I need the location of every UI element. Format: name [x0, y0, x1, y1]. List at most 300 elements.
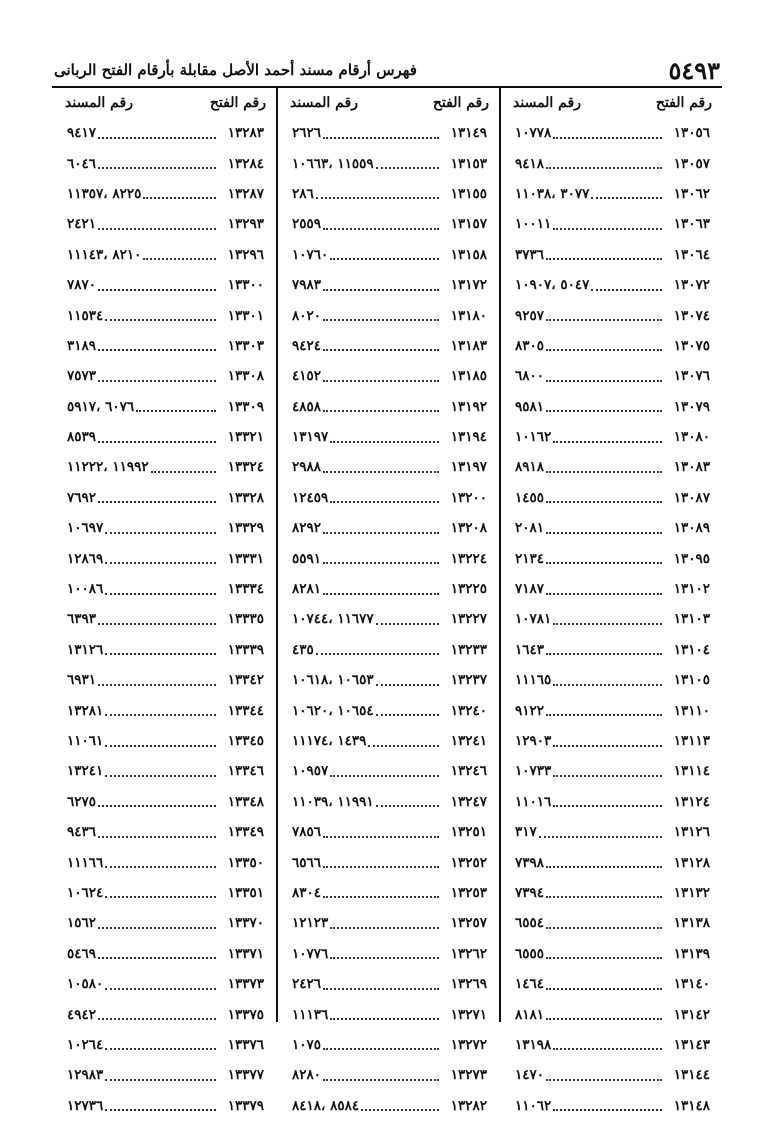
- dot-leader: [98, 380, 216, 382]
- fath-number: ١٦٤٣: [515, 641, 545, 658]
- index-column-3: [53, 88, 276, 1114]
- index-row: [278, 574, 499, 604]
- musnad-number: ١٣٣٣٩: [227, 641, 264, 658]
- musnad-number: ١٣٢٧٣: [450, 1067, 487, 1084]
- index-row: [501, 1091, 722, 1121]
- fath-number: ١٠٧٧٦: [292, 945, 329, 962]
- fath-number: ١٤٧٠: [515, 1067, 545, 1084]
- dot-leader: [330, 775, 439, 777]
- dot-leader: [98, 805, 216, 807]
- dot-leader: [98, 623, 216, 625]
- index-row: [53, 878, 276, 908]
- index-row: [278, 908, 499, 938]
- dot-leader: [546, 714, 662, 716]
- dot-leader: [546, 167, 662, 169]
- dot-leader: [105, 745, 216, 747]
- musnad-number: ١٣٣٧٥: [227, 1006, 264, 1023]
- index-row: [501, 422, 722, 452]
- fath-number: ٦٢٧٥: [67, 793, 97, 810]
- dot-leader: [546, 410, 662, 412]
- index-row: [501, 331, 722, 361]
- fath-number: ١٣١٢٦: [67, 641, 104, 658]
- index-row: [278, 331, 499, 361]
- index-row: [501, 270, 722, 300]
- dot-leader: [546, 593, 662, 595]
- musnad-number: ١٣٢٢٤: [450, 550, 487, 567]
- dot-leader: [323, 137, 439, 139]
- musnad-number: ١٣٢٤٧: [450, 793, 487, 810]
- musnad-number: ١٣١٠٢: [673, 581, 710, 598]
- index-row: [501, 574, 722, 604]
- index-row: [53, 1060, 276, 1090]
- fath-number: ٤٨٥٨: [292, 398, 322, 415]
- dot-leader: [323, 593, 439, 595]
- fath-number: ٨١٨١: [515, 1006, 545, 1023]
- fath-number: ٣٠٧٧ ،١١٠٣٨: [515, 185, 590, 202]
- index-row: [501, 148, 722, 178]
- musnad-number: ١٣٠٦٢: [673, 185, 710, 202]
- musnad-number: ١٣٢٥٧: [450, 915, 487, 932]
- musnad-number: ١٣١٢٦: [673, 824, 710, 841]
- index-row: [53, 817, 276, 847]
- fath-number: ١١٠٦١: [67, 733, 104, 749]
- musnad-number: ١٣٣٣٥: [227, 611, 264, 628]
- index-row: [501, 665, 722, 695]
- musnad-number: ١٣٠٨٩: [673, 520, 710, 537]
- fath-header: رقم الفتح: [432, 95, 489, 111]
- fath-number: ١١٩٩٢ ،١١٢٢٢: [67, 459, 149, 476]
- musnad-number: ١٣١٣٢: [673, 884, 710, 901]
- dot-leader: [98, 137, 216, 139]
- musnad-number: ١٣٠٩٥: [673, 550, 710, 567]
- index-row: [53, 999, 276, 1029]
- dot-leader: [98, 228, 216, 230]
- index-row: [278, 270, 499, 300]
- column-headers: [53, 88, 276, 118]
- musnad-number: ١٣١٠٤: [673, 641, 710, 658]
- musnad-number: ١٣٣٧٠: [227, 915, 264, 932]
- fath-number: ١٤٥٥: [515, 489, 545, 506]
- fath-number: ١٠٧٧٨: [515, 125, 552, 142]
- musnad-number: ١٣١٤٠: [673, 976, 710, 993]
- index-row: [501, 543, 722, 573]
- index-row: [53, 574, 276, 604]
- fath-number: ١٤٦٤: [515, 976, 545, 993]
- fath-number: ١٢٤٥٩: [292, 489, 329, 506]
- dot-leader: [98, 836, 216, 838]
- fath-number: ٩٤٢٤: [292, 337, 322, 354]
- fath-number: ٦٨٠٠: [515, 368, 545, 385]
- fath-number: ١٠٧٣٣: [515, 763, 552, 780]
- fath-number: ١٠٩٥٧: [292, 763, 329, 780]
- musnad-number: ١٣٣٢١: [227, 429, 264, 446]
- dot-leader: [105, 1048, 216, 1050]
- dot-leader: [330, 1018, 439, 1020]
- index-row: [501, 118, 722, 148]
- musnad-number: ١٣٢٤٦: [450, 763, 487, 780]
- dot-leader: [376, 684, 439, 686]
- fath-number: ١٢٩٠٣: [515, 733, 552, 749]
- dot-leader: [105, 775, 216, 777]
- dot-leader: [98, 289, 216, 291]
- index-row: [501, 695, 722, 725]
- dot-leader: [361, 1109, 439, 1111]
- fath-number: ٨٢٨١: [292, 581, 322, 598]
- fath-number: ١١٩٩١ ،١١٠٣٩: [292, 793, 374, 810]
- fath-number: ١٠٧٦٠: [292, 246, 329, 263]
- index-column-2: [276, 88, 499, 1114]
- fath-number: ٩٢٥٧: [515, 307, 545, 324]
- fath-number: ٤١٥٢: [292, 368, 322, 385]
- index-row: [278, 1091, 499, 1121]
- fath-number: ١٠١٦٢: [515, 429, 552, 446]
- index-row: [53, 908, 276, 938]
- dot-leader: [98, 501, 216, 503]
- musnad-number: ١٣٣٤٢: [227, 672, 264, 689]
- fath-number: ٩٥٨١: [515, 398, 545, 415]
- dot-leader: [376, 167, 439, 169]
- musnad-number: ١٣١٧٢: [450, 277, 487, 294]
- musnad-number: ١٣٣٥٠: [227, 854, 264, 871]
- fath-header: رقم الفتح: [655, 95, 712, 111]
- fath-number: ٨٢٩٢: [292, 520, 322, 537]
- index-row: [278, 452, 499, 482]
- column-headers: [501, 88, 722, 118]
- fath-number: ٦٥٥٥: [515, 945, 545, 962]
- fath-number: ٣١٨٩: [67, 337, 97, 354]
- dot-leader: [330, 258, 439, 260]
- musnad-number: ١٣١٤٤: [673, 1067, 710, 1084]
- index-row: [53, 969, 276, 999]
- musnad-number: ١٣٠٨٧: [673, 489, 710, 506]
- fath-number: ٧٥٧٣: [67, 368, 97, 385]
- index-rows: [278, 118, 499, 1121]
- index-row: [278, 999, 499, 1029]
- index-row: [53, 939, 276, 969]
- musnad-number: ١٣٣٠٨: [227, 368, 264, 385]
- fath-number: ٢٨٦: [292, 185, 314, 202]
- musnad-number: ١٣١٢٤: [673, 793, 710, 810]
- fath-number: ١١٠١٦: [515, 793, 552, 810]
- musnad-number: ١٣٢٨٤: [227, 155, 264, 172]
- musnad-number: ١٣٣٤٦: [227, 763, 264, 780]
- dot-leader: [98, 927, 216, 929]
- fath-number: ٩٤١٧: [67, 125, 97, 142]
- fath-number: ١١١٦٥: [515, 672, 552, 689]
- index-row: [501, 1060, 722, 1090]
- index-row: [278, 118, 499, 148]
- musnad-number: ١٣٠٧٩: [673, 398, 710, 415]
- index-row: [278, 483, 499, 513]
- musnad-number: ١٣٢٥٢: [450, 854, 487, 871]
- index-row: [501, 361, 722, 391]
- fath-number: ١٠٦٩٧: [67, 520, 104, 537]
- musnad-number: ١٣٣٥١: [227, 884, 264, 901]
- musnad-number: ١٣٢٦٢: [450, 945, 487, 962]
- fath-number: ٨٢١٠ ،١١١٤٣: [67, 246, 142, 263]
- dot-leader: [316, 197, 439, 199]
- musnad-number: ١٣٢٠٨: [450, 520, 487, 537]
- fath-number: ١٠٥٨٠: [67, 976, 104, 993]
- musnad-number: ١٣١٤٢: [673, 1006, 710, 1023]
- fath-number: ١١٥٣٤: [67, 307, 104, 324]
- fath-number: ٧٨٧٠: [67, 277, 97, 294]
- fath-number: ١٢٩٨٣: [67, 1067, 104, 1084]
- index-row: [278, 787, 499, 817]
- musnad-number: ١٣٣٤٥: [227, 733, 264, 749]
- fath-number: ٨٠٢٠: [292, 307, 322, 324]
- dot-leader: [546, 319, 662, 321]
- dot-leader: [546, 653, 662, 655]
- fath-number: ٣٧٣٦: [515, 246, 545, 263]
- fath-number: ١٥٦٢: [67, 915, 97, 932]
- page-number: ٥٤٩٣: [668, 56, 720, 85]
- index-row: [53, 240, 276, 270]
- fath-number: ٤٩٤٢: [67, 1006, 97, 1023]
- dot-leader: [323, 896, 439, 898]
- musnad-number: ١٣٢٧٢: [450, 1036, 487, 1053]
- fath-number: ٨٩١٨: [515, 459, 545, 476]
- dot-leader: [323, 562, 439, 564]
- fath-number: ٦٩٣١: [67, 672, 97, 689]
- dot-leader: [553, 441, 662, 443]
- index-row: [501, 999, 722, 1029]
- index-row: [53, 452, 276, 482]
- musnad-number: ١٣١١٣: [673, 733, 710, 749]
- musnad-number: ١٣٣٤٤: [227, 702, 264, 719]
- fath-number: ٧٩٨٣: [292, 277, 322, 294]
- musnad-number: ١٣١٠٣: [673, 611, 710, 628]
- dot-leader: [136, 410, 216, 412]
- index-row: [278, 969, 499, 999]
- index-row: [53, 847, 276, 877]
- musnad-number: ١٣٠٧٤: [673, 307, 710, 324]
- musnad-number: ١٣١٩٢: [450, 398, 487, 415]
- dot-leader: [323, 1079, 439, 1081]
- index-row: [53, 543, 276, 573]
- fath-number: ٧١٨٧: [515, 581, 545, 598]
- index-row: [278, 179, 499, 209]
- musnad-number: ١٣٣٠٠: [227, 277, 264, 294]
- musnad-number: ١٣٢٤١: [450, 733, 487, 749]
- musnad-number: ١٣١٨٠: [450, 307, 487, 324]
- page-title: فهرس أرقام مسند أحمد الأصل مقابلة بأرقام الفتح الربانى: [54, 61, 417, 79]
- index-row: [501, 787, 722, 817]
- dot-leader: [323, 1048, 439, 1050]
- fath-number: ١٣٢٨١: [67, 702, 104, 719]
- dot-leader: [546, 957, 662, 959]
- fath-number: ٦٣٩٣: [67, 611, 97, 628]
- index-row: [278, 361, 499, 391]
- dot-leader: [546, 471, 662, 473]
- fath-number: ٧٣٩٨: [515, 854, 545, 871]
- dot-leader: [105, 1109, 216, 1111]
- dot-leader: [591, 289, 662, 291]
- fath-number: ٤٣٥: [292, 641, 314, 658]
- dot-leader: [546, 896, 662, 898]
- musnad-number: ١٣٠٥٧: [673, 155, 710, 172]
- dot-leader: [105, 896, 216, 898]
- index-column-1: [499, 88, 722, 1114]
- dot-leader: [546, 866, 662, 868]
- index-row: [501, 969, 722, 999]
- dot-leader: [553, 137, 662, 139]
- dot-leader: [98, 957, 216, 959]
- dot-leader: [553, 228, 662, 230]
- index-row: [278, 726, 499, 756]
- index-row: [53, 422, 276, 452]
- fath-number: ١٢٧٣٦: [67, 1097, 104, 1114]
- fath-number: ٦٠٧٦ ،٥٩١٧: [67, 398, 135, 415]
- dot-leader: [323, 349, 439, 351]
- dot-leader: [323, 866, 439, 868]
- index-row: [53, 270, 276, 300]
- index-row: [501, 908, 722, 938]
- dot-leader: [546, 501, 662, 503]
- musnad-number: ١٣٣٢٨: [227, 489, 264, 506]
- index-rows: [501, 118, 722, 1121]
- index-row: [278, 665, 499, 695]
- fath-number: ١١٠٦٢: [515, 1097, 552, 1114]
- index-row: [53, 695, 276, 725]
- dot-leader: [323, 471, 439, 473]
- index-row: [53, 1091, 276, 1121]
- index-row: [278, 878, 499, 908]
- fath-number: ١٠٧٥: [292, 1036, 322, 1053]
- musnad-number: ١٣٠٨٠: [673, 429, 710, 446]
- index-row: [501, 452, 722, 482]
- dot-leader: [151, 471, 216, 473]
- musnad-number: ١٣٣٣٤: [227, 581, 264, 598]
- dot-leader: [98, 1018, 216, 1020]
- fath-number: ١٢٨٦٩: [67, 550, 104, 567]
- index-row: [278, 695, 499, 725]
- musnad-number: ١٣٣٧٦: [227, 1036, 264, 1053]
- dot-leader: [98, 167, 216, 169]
- page-header: [52, 50, 722, 88]
- dot-leader: [330, 927, 439, 929]
- index-row: [501, 392, 722, 422]
- index-row: [278, 604, 499, 634]
- dot-leader: [98, 441, 216, 443]
- index-row: [53, 392, 276, 422]
- index-row: [501, 179, 722, 209]
- index-row: [278, 756, 499, 786]
- fath-number: ٢١٣٤: [515, 550, 545, 567]
- musnad-number: ١٣٣٠٣: [227, 337, 264, 354]
- index-row: [501, 300, 722, 330]
- musnad-number: ١٣٣٠١: [227, 307, 264, 324]
- fath-number: ٦٥٦٦: [292, 854, 322, 871]
- index-row: [501, 756, 722, 786]
- musnad-number: ١٣٢٦٩: [450, 976, 487, 993]
- musnad-number: ١٣٢٤٠: [450, 702, 487, 719]
- index-row: [53, 483, 276, 513]
- fath-number: ١٠٦٢٤: [67, 884, 104, 901]
- musnad-number: ١٣١٥٥: [450, 185, 487, 202]
- musnad-number: ١٣١١٠: [673, 702, 710, 719]
- dot-leader: [553, 623, 662, 625]
- musnad-number: ١٣٢٧١: [450, 1006, 487, 1023]
- index-row: [278, 300, 499, 330]
- dot-leader: [105, 593, 216, 595]
- musnad-number: ١٣١٩٧: [450, 459, 487, 476]
- fath-number: ١٠٢٦٤: [67, 1036, 104, 1053]
- fath-number: ٢٩٨٨: [292, 459, 322, 476]
- musnad-number: ١٣٢٢٧: [450, 611, 487, 628]
- dot-leader: [105, 1079, 216, 1081]
- index-row: [501, 1030, 722, 1060]
- musnad-number: ١٣١٩٤: [450, 429, 487, 446]
- fath-number: ١٣١٩٧: [292, 429, 329, 446]
- musnad-number: ١٣١٣٨: [673, 915, 710, 932]
- fath-number: ٩١٢٢: [515, 702, 545, 719]
- fath-number: ٥٥٩١: [292, 550, 322, 567]
- musnad-number: ١٣٠٧٢: [673, 277, 710, 294]
- index-row: [53, 331, 276, 361]
- dot-leader: [316, 653, 439, 655]
- fath-number: ١٠٠١١: [515, 216, 552, 233]
- fath-number: ٨٢٨٠: [292, 1067, 322, 1084]
- fath-number: ١٤٣٩ ،١١١٧٤: [292, 733, 367, 749]
- dot-leader: [546, 349, 662, 351]
- column-headers: [278, 88, 499, 118]
- index-row: [278, 148, 499, 178]
- index-row: [53, 665, 276, 695]
- index-row: [53, 209, 276, 239]
- dot-leader: [105, 988, 216, 990]
- dot-leader: [143, 197, 216, 199]
- index-row: [53, 513, 276, 543]
- dot-leader: [330, 501, 439, 503]
- musnad-number: ١٣٢٣٧: [450, 672, 487, 689]
- fath-number: ٩٤١٨: [515, 155, 545, 172]
- musnad-number: ١٣٢٣٣: [450, 641, 487, 658]
- fath-number: ٧٦٩٢: [67, 489, 97, 506]
- dot-leader: [376, 805, 439, 807]
- index-row: [501, 878, 722, 908]
- musnad-number: ١٣٣٧٣: [227, 976, 264, 993]
- dot-leader: [105, 653, 216, 655]
- musnad-number: ١٣١٢٨: [673, 854, 710, 871]
- musnad-number: ١٣١٣٩: [673, 945, 710, 962]
- index-row: [53, 604, 276, 634]
- dot-leader: [105, 532, 216, 534]
- musnad-number: ١٣٠٨٣: [673, 459, 710, 476]
- fath-number: ٧٨٥٦: [292, 824, 322, 841]
- dot-leader: [330, 441, 439, 443]
- dot-leader: [546, 988, 662, 990]
- dot-leader: [539, 836, 662, 838]
- fath-number: ٨٥٣٩: [67, 429, 97, 446]
- dot-leader: [323, 532, 439, 534]
- dot-leader: [323, 988, 439, 990]
- fath-header: رقم الفتح: [209, 95, 266, 111]
- musnad-number: ١٣٢٨٣: [227, 125, 264, 142]
- fath-number: ١٠٠٨٦: [67, 581, 104, 598]
- index-row: [53, 361, 276, 391]
- index-row: [278, 817, 499, 847]
- dot-leader: [553, 1048, 662, 1050]
- fath-number: ٢٦٢٦: [292, 125, 322, 142]
- musnad-number: ١٣٢٥١: [450, 824, 487, 841]
- musnad-number: ١٣١٤٣: [673, 1036, 710, 1053]
- fath-number: ٢٤٢٦: [292, 976, 322, 993]
- musnad-number: ١٣٠٧٦: [673, 368, 710, 385]
- index-row: [501, 726, 722, 756]
- dot-leader: [330, 957, 439, 959]
- dot-leader: [376, 714, 439, 716]
